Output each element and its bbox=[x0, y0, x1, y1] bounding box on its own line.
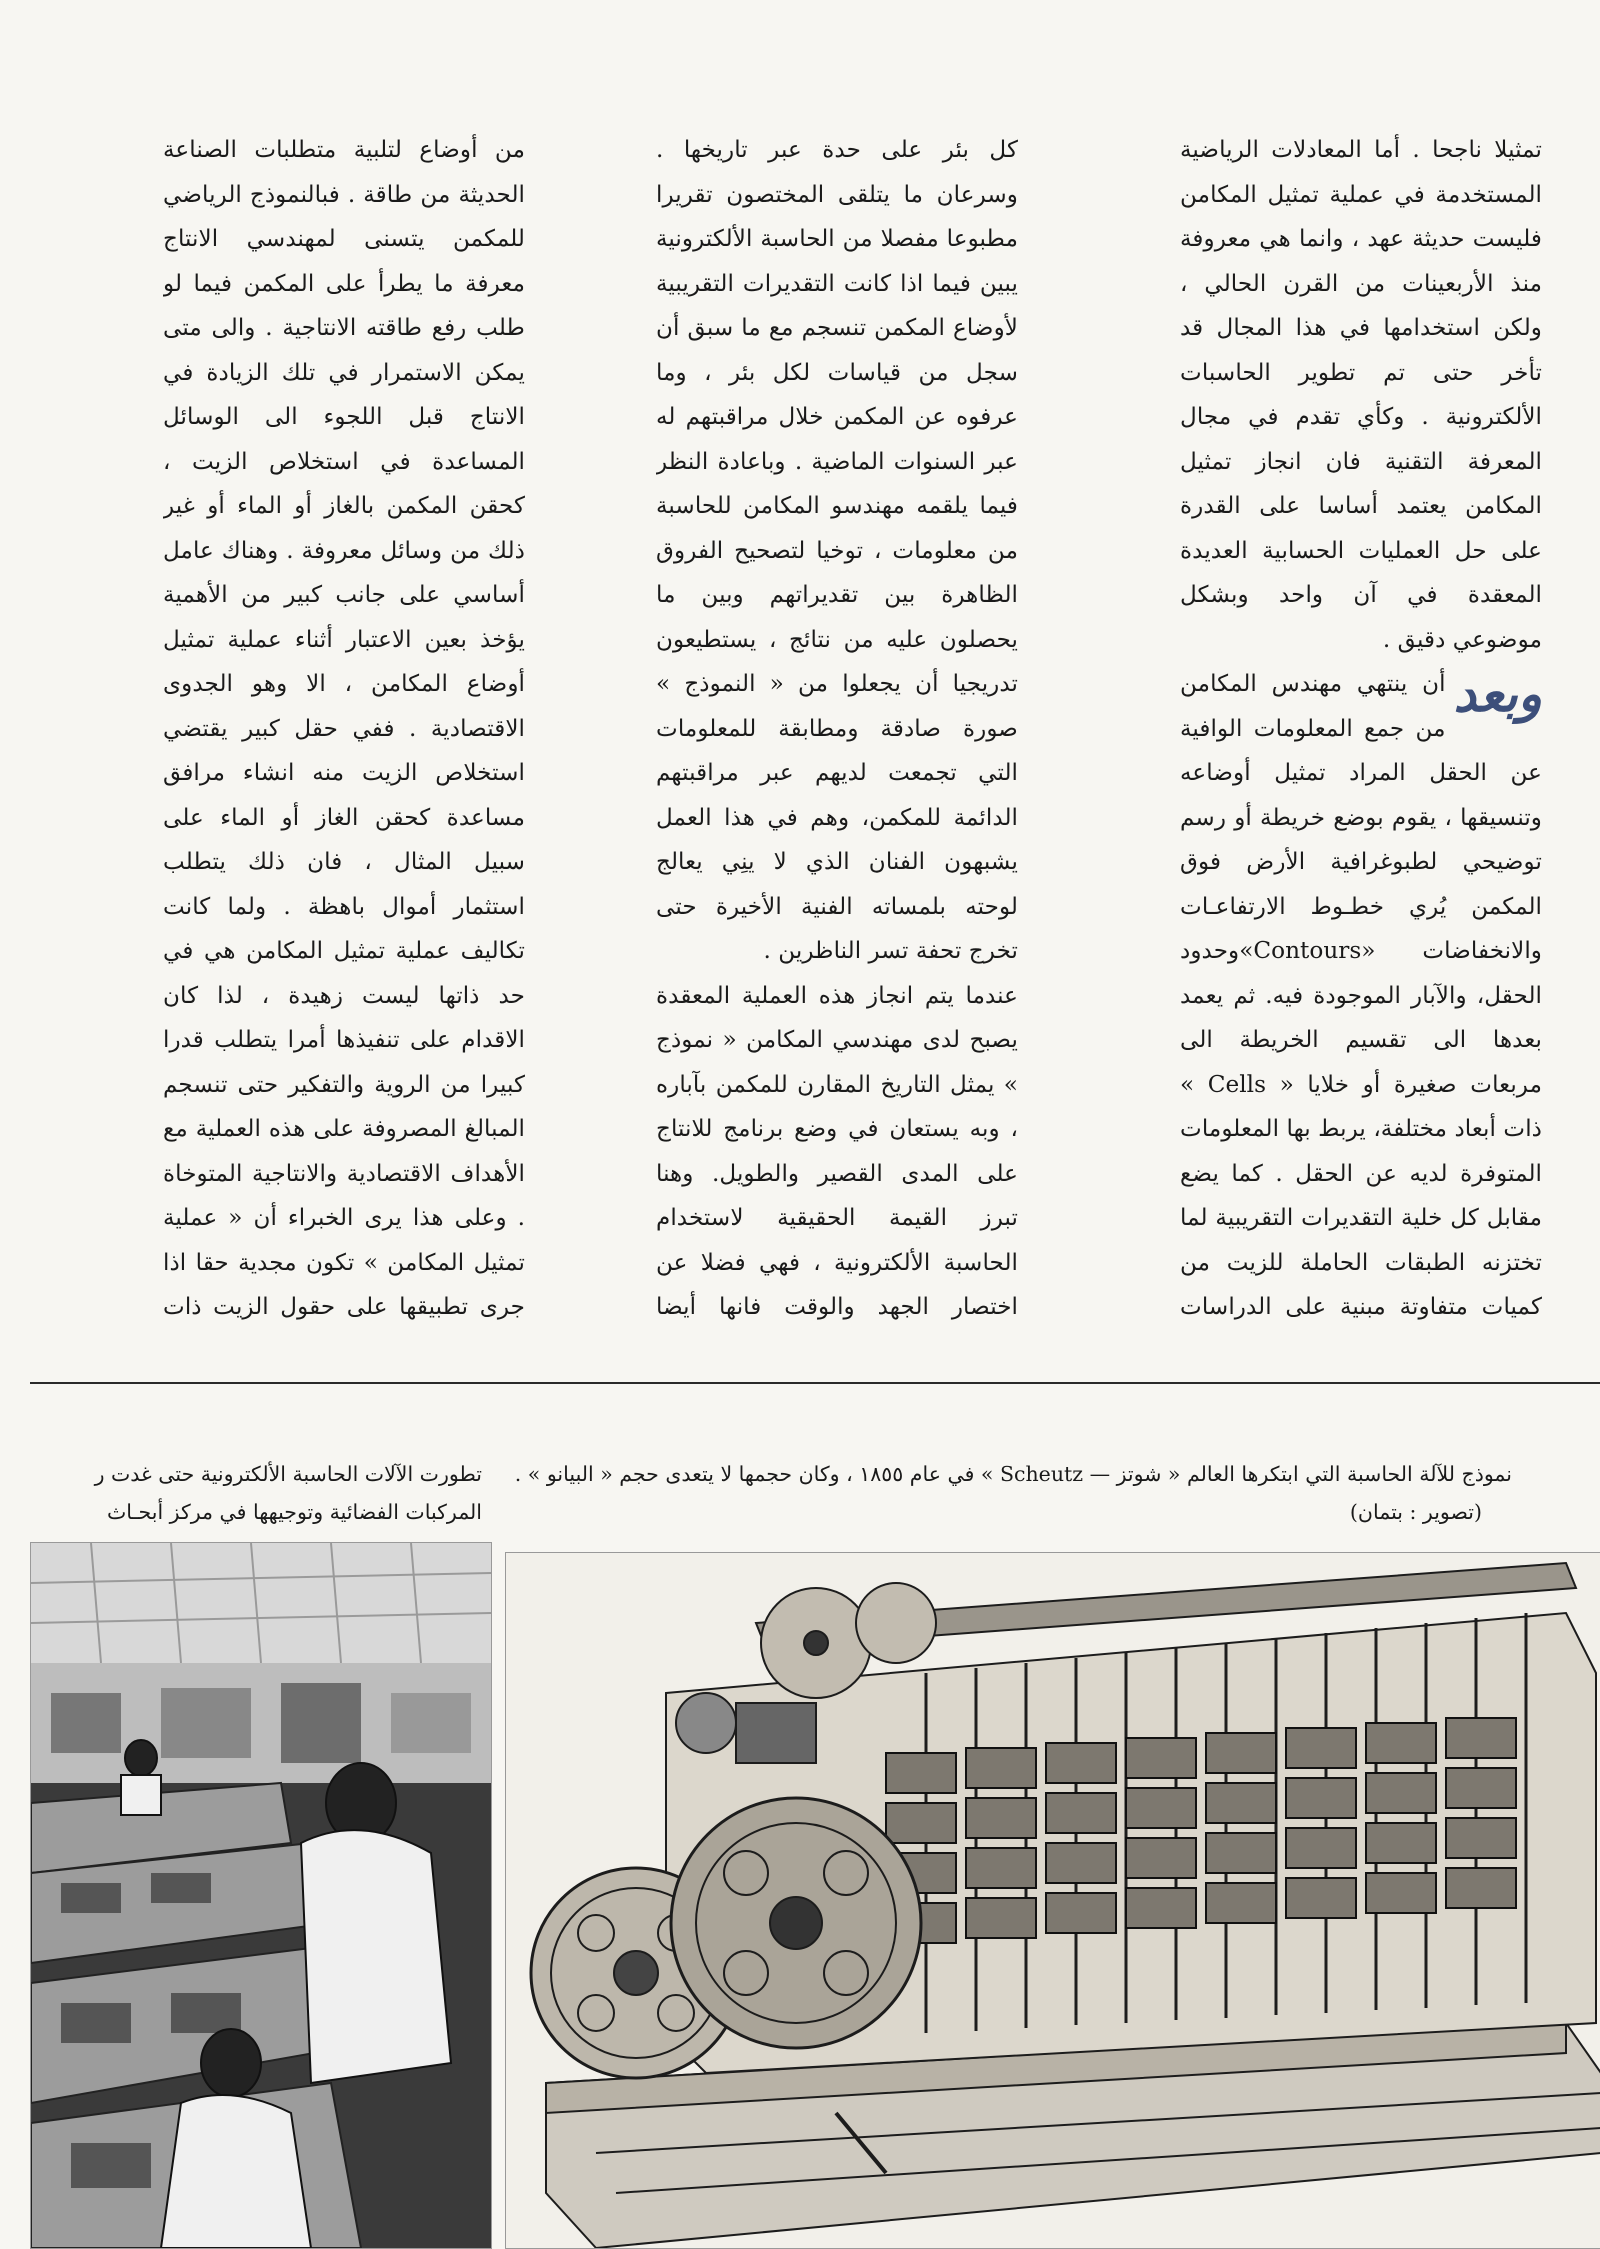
column-1-paragraph-1: تمثيلا ناجحا . أما المعادلات الرياضية المستخدمة في عملية تمثيل المكامن فليست حديثة عهد ، وانما هي معروفة منذ الأربعينات من القرن الحالي ، ولكن استخدامها في هذا المجال قد تأخر حتى تم تطوير الحاسبات الألكترونية . وكأي تقدم في مجال المعرفة التقنية فان انجاز تمثيل المكامن يعتمد أساسا على القدرة على حل العمليات الحسابية العديدة المعقدة في آن واحد وبشكل موضوعي دقيق . bbox=[1180, 136, 1542, 653]
mission-control-photo bbox=[30, 1542, 492, 2249]
engine-caption bbox=[512, 1455, 1512, 1531]
column-3-paragraph-1: من أوضاع لتلبية متطلبات الصناعة الحديثة من طاقة . فبالنموذج الرياضي للمكمن يتسنى لمهندسي الانتاج معرفة ما يطرأ على المكمن فيما لو طلب رفع طاقته الانتاجية . والى متى يمكن الاستمرار في تلك الزيادة في الانتاج قبل اللجوء الى الوسائل المساعدة في استخلاص الزيت ، كحقن المكمن بالغاز أو الماء أو غير ذلك من وسائل معروفة . وهناك عامل أساسي على جانب كبير من الأهمية يؤخذ بعين الاعتبار أثناء عملية تمثيل أوضاع المكامن ، الا وهو الجدوى الاقتصادية . ففي حقل كبير يقتضي استخلاص الزيت منه انشاء مرافق مساعدة كحقن الغاز أو الماء على سبيل المثال ، فان ذلك يتطلب استثمار أموال باهظة . ولما كانت تكاليف عملية تمثيل المكامن هي في حد ذاتها ليست زهيدة ، لذا كان الاقدام على تنفيذها أمرا يتطلب قدرا كبيرا من الروية والتفكير حتى تنسجم المبالغ المصروفة على هذه العملية مع الأهداف الاقتصادية والانتاجية المتوخاة . وعلى هذا يرى الخبراء أن « عملية تمثيل المكامن » تكون مجدية حقا اذا جرى تطبيقها على حقول الزيت ذات bbox=[163, 136, 525, 1320]
section-divider bbox=[30, 1382, 1600, 1384]
column-2-paragraph-1: كل بئر على حدة عبر تاريخها . وسرعان ما يتلقى المختصون تقريرا مطبوعا مفصلا من الحاسبة الألكترونية يبين فيما اذا كانت التقديرات التقريبية لأوضاع المكمن تنسجم مع ما سبق أن سجل من قياسات لكل بئر ، وما عرفوه عن المكمن خلال مراقبتهم له عبر السنوات الماضية . وباعادة النظر فيما يلقمه مهندسو المكامن للحاسبة من معلومات ، توخيا لتصحيح الفروق الظاهرة بين تقديراتهم وبين ما يحصلون عليه من نتائج ، يستطيعون تدريجيا أن يجعلوا من « النموذج » صورة صادقة ومطابقة للمعلومات التي تجمعت لديهم عبر مراقبتهم الدائمة للمكمن، وهم في هذا العمل يشبهون الفنان الذي لا ينِي يعالج لوحته بلمساته الفنية الأخيرة حتى تخرج تحفة تسر الناظرين . bbox=[656, 136, 1018, 964]
control-room-caption: تطورت الآلات الحاسبة الألكترونية حتى غدت ر المركبات الفضائية وتوجيهها في مركز أبحـاث bbox=[94, 1462, 482, 1524]
column-2-paragraph-2: عندما يتم انجاز هذه العملية المعقدة يصبح لدى مهندسي المكامن « نموذج » يمثل التاريخ المقارن للمكمن بآباره ، وبه يستعان في وضع برنامج للانتاج على المدى القصير والطويل. وهنا تبرز القيمة الحقيقية لاستخدام الحاسبة الألكترونية ، فهي فضلا عن اختصار الجهد والوقت فانها أيضا bbox=[656, 981, 1018, 1320]
drop-cap-wabad: وبعد bbox=[1453, 664, 1542, 723]
article-column-3 bbox=[163, 128, 525, 1338]
column-1-paragraph-2-text: أن ينتهي مهندس المكامن من جمع المعلومات الوافية عن الحقل المراد تمثيل أوضاعه وتنسيقها ، يقوم بوضع خريطة أو رسم توضيحي لطبوغرافية الأرض فوق المكمن يُري خطـوط الارتفاعـات والانخفاضات «Contours»وحدود الحقل، والآبار الموجودة فيه. ثم يعمد بعدها الى تقسيم الخريطة الى مربعات صغيرة أو خلايا « Cells » ذات أبعاد مختلفة، يربط بها المعلومات المتوفرة لديه عن الحقل . كما يضع مقابل كل خلية التقديرات التقريبية لما تختزنه الطبقات الحاملة للزيت من كميات متفاوتة مبنية على الدراسات bbox=[1180, 670, 1542, 1320]
engine-caption-text: نموذج للآلة الحاسبة التي ابتكرها العالم « شوتز — Scheutz » في عام ١٨٥٥ ، وكان حجمها لا يتعدى حجم « البيانو » . bbox=[514, 1462, 1512, 1486]
article-column-1 bbox=[1180, 128, 1542, 1338]
difference-engine-drawing bbox=[506, 1553, 1600, 2248]
article-column-2 bbox=[656, 128, 1018, 1338]
column-1-paragraph-2 bbox=[1180, 662, 1542, 1338]
engine-photo-credit: (تصوير : بتمان) bbox=[1349, 1500, 1482, 1524]
mission-control-drawing bbox=[31, 1543, 491, 2248]
difference-engine-image bbox=[505, 1552, 1600, 2249]
